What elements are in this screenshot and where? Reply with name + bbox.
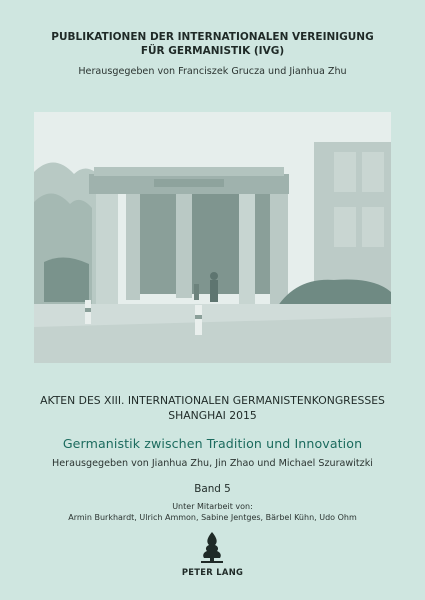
volume-title: Germanistik zwischen Tradition und Innovation: [62, 436, 363, 451]
publisher-name: PETER LANG: [181, 567, 244, 577]
series-title: [0, 30, 425, 58]
congress-title: [0, 393, 425, 423]
volume-editors: Herausgegeben von Jianhua Zhu, Jin Zhao und Michael Szurawitzki: [52, 458, 373, 469]
collaborators: Armin Burkhardt, Ulrich Ammon, Sabine Jentges, Bärbel Kühn, Udo Ohm: [68, 513, 357, 522]
congress-title-line-2: SHANGHAI 2015: [168, 409, 257, 422]
series-editors: Herausgegeben von Franciszek Grucza und Jianhua Zhu: [78, 66, 347, 77]
collaboration-label: Unter Mitarbeit von:: [172, 502, 253, 511]
series-title-line-2: FÜR GERMANISTIK (IVG): [140, 45, 285, 57]
peter-lang-logo-icon: [197, 530, 227, 564]
campus-gate-photo: [34, 112, 391, 363]
congress-title-line-1: AKTEN DES XIII. INTERNATIONALEN GERMANISTENKONGRESSES: [40, 394, 385, 407]
cover-photo: [34, 112, 391, 363]
volume-number: Band 5: [194, 483, 231, 495]
series-title-line-1: PUBLIKATIONEN DER INTERNATIONALEN VEREINIGUNG: [51, 31, 374, 43]
